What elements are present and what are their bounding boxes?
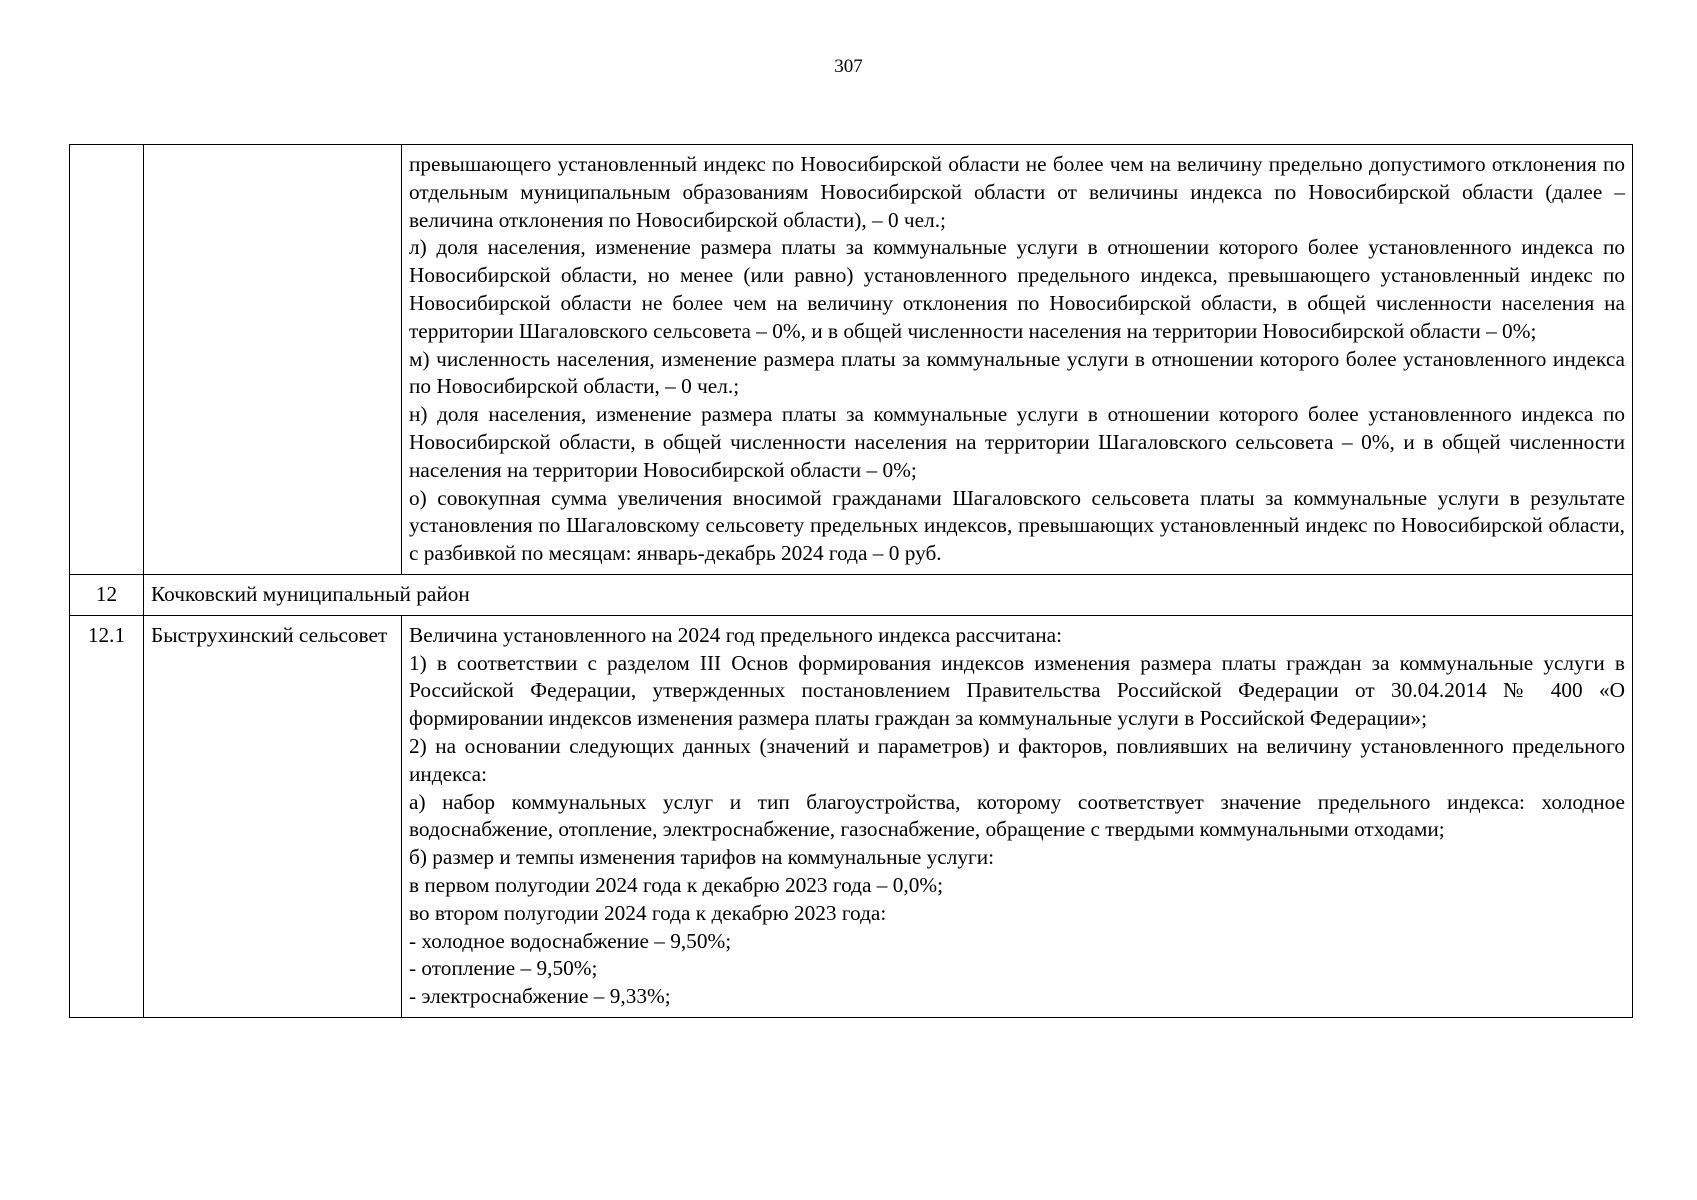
- paragraph: превышающего установленный индекс по Новосибирской области не более чем на величину предельно допустимого отклонения по отдельным муниципальным образованиям Новосибирской области от величины индекса по Новосибирской области (далее – величина отклонения по Новосибирской области), – 0 чел.;: [409, 152, 1625, 232]
- table-row: [70, 145, 1633, 575]
- paragraph: - отопление – 9,50%;: [409, 956, 598, 981]
- paragraph: 1) в соответствии с разделом III Основ формирования индексов изменения размера платы граждан за коммунальные услуги в Российской Федерации, утвержденных постановлением Правительства Российской Федерации от 30.04.2014 № 400 «О формировании индексов изменения размера платы граждан за коммунальные услуги в Российской Федерации»;: [409, 650, 1625, 731]
- row-number-cell: 12.1: [70, 615, 144, 1017]
- description-cell: [402, 145, 1633, 575]
- document-table: [69, 144, 1633, 1018]
- page-number: 307: [834, 56, 863, 77]
- paragraph: в первом полугодии 2024 года к декабрю 2023 года – 0,0%;: [409, 872, 944, 897]
- paragraph: б) размер и темпы изменения тарифов на коммунальные услуги:: [409, 845, 995, 870]
- paragraph: м) численность населения, изменение размера платы за коммунальные услуги в отношении которого более установленного индекса по Новосибирской области, – 0 чел.;: [409, 346, 1625, 399]
- paragraph: 2) на основании следующих данных (значений и параметров) и факторов, повлиявших на величину установленного предельного индекса:: [409, 733, 1625, 786]
- row-number-cell: [70, 145, 144, 575]
- paragraph: - электроснабжение – 9,33%;: [409, 984, 671, 1009]
- paragraph: Величина установленного на 2024 год предельного индекса рассчитана:: [409, 622, 1063, 647]
- paragraph: - холодное водоснабжение – 9,50%;: [409, 928, 732, 953]
- table-row: [70, 615, 1633, 1017]
- paragraph: а) набор коммунальных услуг и тип благоустройства, которому соответствует значение предельного индекса: холодное водоснабжение, отопление, электроснабжение, газоснабжение, обращение с твердыми коммунальными отходами;: [409, 789, 1625, 842]
- paragraph: н) доля населения, изменение размера платы за коммунальные услуги в отношении которого более установленного индекса по Новосибирской области, в общей численности населения на территории Шагаловского сельсовета – 0%, и в общей численности населения на территории Новосибирской области – 0%;: [409, 402, 1625, 482]
- section-number-cell: 12: [70, 574, 144, 615]
- municipality-name-cell: [144, 145, 402, 575]
- section-row: [70, 574, 1633, 615]
- district-title-cell: Кочковский муниципальный район: [144, 574, 1633, 615]
- paragraph: о) совокупная сумма увеличения вносимой гражданами Шагаловского сельсовета платы за коммунальные услуги в результате установления по Шагаловскому сельсовету предельных индексов, превышающих установленный индекс по Новосибирской области, с разбивкой по месяцам: январь-декабрь 2024 года – 0 руб.: [409, 485, 1625, 566]
- paragraph: во втором полугодии 2024 года к декабрю 2023 года:: [409, 900, 887, 925]
- paragraph: л) доля населения, изменение размера платы за коммунальные услуги в отношении которого более установленного индекса по Новосибирской области, но менее (или равно) установленного предельного индекса, превышающего установленный индекс по Новосибирской области не более чем на величину отклонения по Новосибирской области, в общей численности населения на территории Шагаловского сельсовета – 0%, и в общей численности населения на территории Новосибирской области – 0%;: [409, 235, 1625, 343]
- description-cell: [402, 615, 1633, 1017]
- municipality-name-cell: Быструхинский сельсовет: [144, 615, 402, 1017]
